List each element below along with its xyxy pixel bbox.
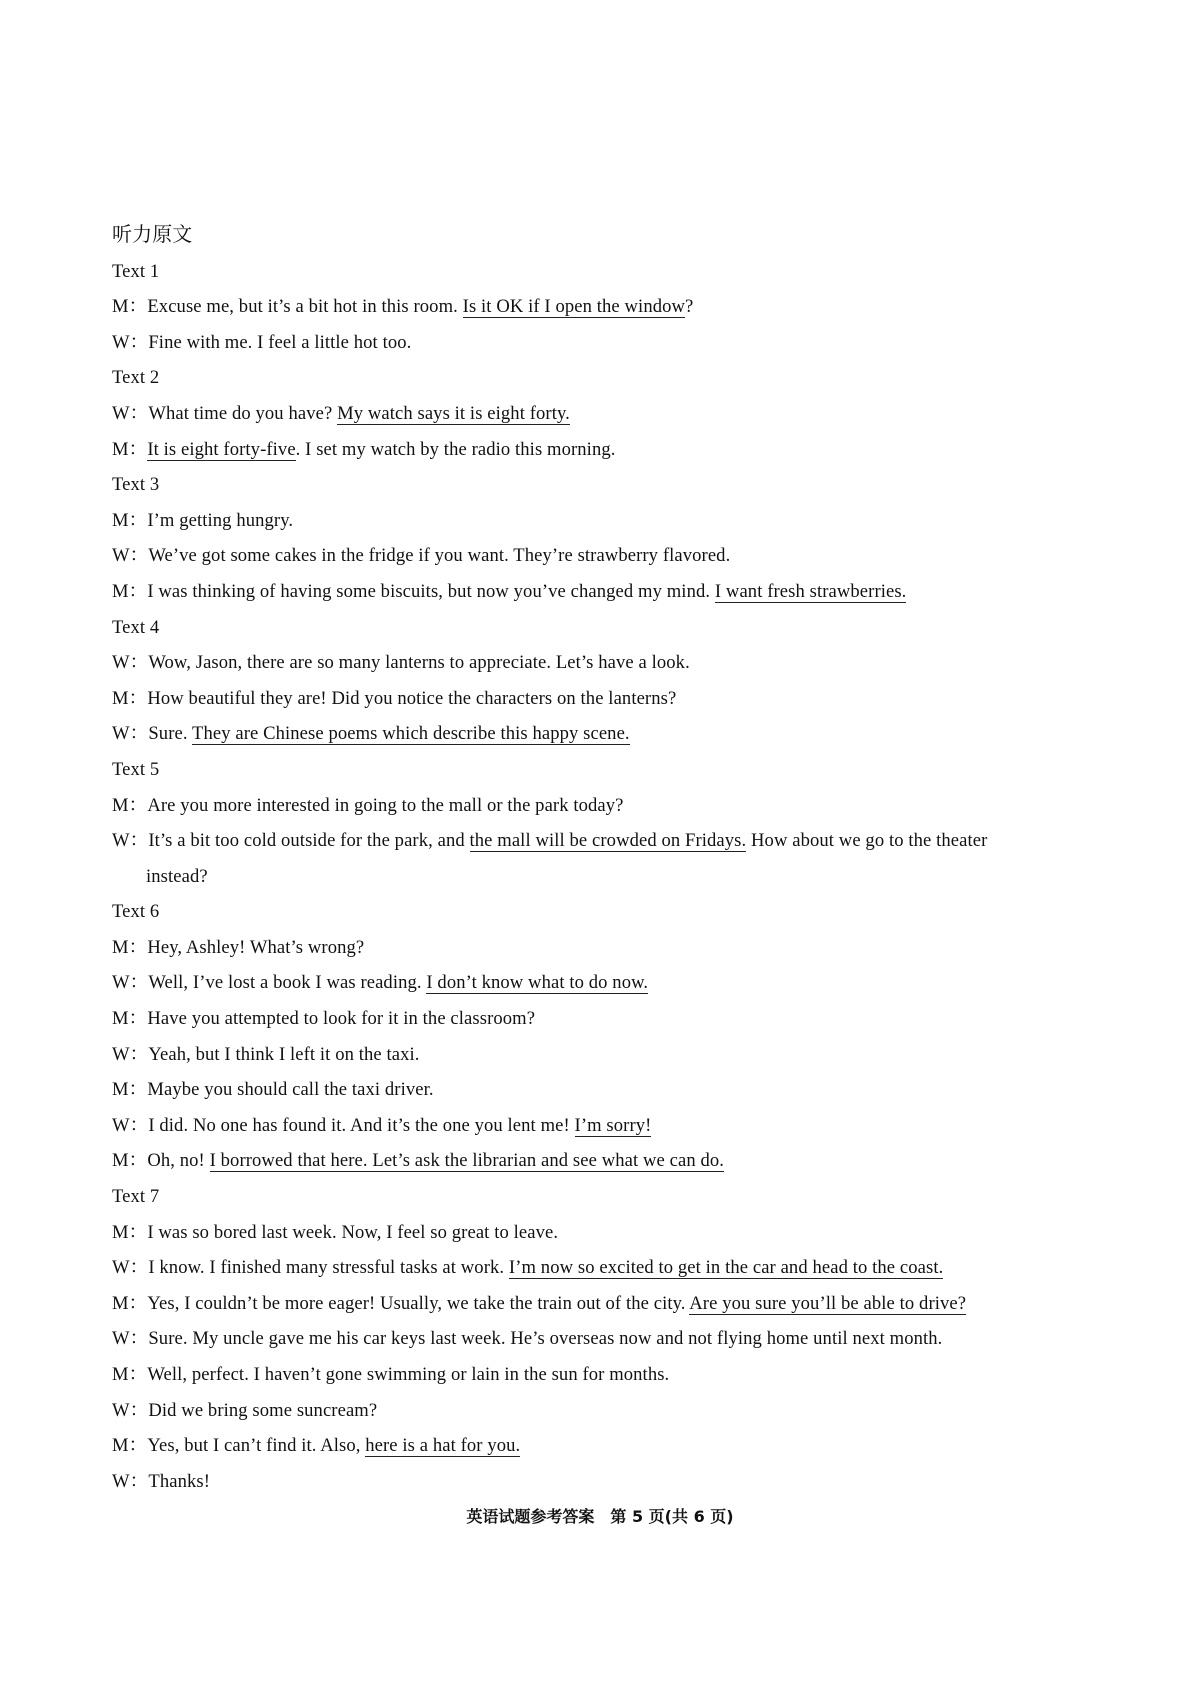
dialogue-line	[112, 1037, 1112, 1073]
speaker-label: M	[112, 1292, 129, 1314]
underlined-answer-text: It is eight forty-five	[147, 438, 296, 460]
underlined-answer-text: My watch says it is eight forty.	[337, 402, 570, 424]
dialogue-line	[112, 1143, 1112, 1179]
dialogue-text: Fine with me. I feel a little hot too.	[148, 331, 412, 353]
speaker-colon: ：	[129, 545, 149, 567]
speaker-colon: ：	[129, 331, 149, 353]
text-heading: Text 5	[112, 758, 160, 780]
underlined-answer-text: I’m now so excited to get in the car and head to the coast.	[508, 1257, 944, 1279]
dialogue-line	[112, 930, 1112, 966]
speaker-label: W	[112, 402, 130, 424]
speaker-colon: ：	[129, 1470, 149, 1492]
dialogue-text: I’m getting hungry.	[147, 509, 294, 531]
text-heading: Text 4	[112, 616, 160, 638]
dialogue-text: It’s a bit too cold outside for the park, and	[148, 830, 470, 852]
dialogue-line	[112, 1215, 1112, 1251]
speaker-label: M	[112, 1150, 129, 1172]
speaker-label: W	[112, 1043, 130, 1065]
speaker-label: W	[112, 972, 130, 994]
dialogue-line	[112, 1108, 1112, 1144]
speaker-colon: ：	[128, 794, 148, 816]
dialogue-text: Have you attempted to look for it in the classroom?	[147, 1008, 536, 1030]
speaker-colon: ：	[128, 687, 148, 709]
dialogue-text: Sure.	[148, 723, 193, 745]
speaker-colon: ：	[128, 1292, 148, 1314]
speaker-label: M	[112, 438, 129, 460]
speaker-colon: ：	[129, 652, 149, 674]
speaker-colon: ：	[129, 402, 149, 424]
speaker-colon: ：	[129, 723, 149, 745]
dialogue-text: We’ve got some cakes in the fridge if you want. They’re strawberry flavored.	[148, 545, 731, 567]
dialogue-line	[112, 503, 1112, 539]
speaker-label: M	[112, 1221, 129, 1243]
dialogue-line	[112, 1428, 1112, 1464]
underlined-answer-text: I’m sorry!	[574, 1114, 652, 1136]
speaker-colon: ：	[129, 1043, 149, 1065]
dialogue-line	[112, 645, 1112, 681]
speaker-colon: ：	[129, 1114, 149, 1136]
dialogue-line	[112, 538, 1112, 574]
text-heading: Text 6	[112, 901, 160, 923]
speaker-label: W	[112, 1114, 130, 1136]
speaker-colon: ：	[128, 1150, 148, 1172]
speaker-label: W	[112, 1399, 130, 1421]
dialogue-line	[112, 396, 1112, 432]
underlined-answer-text: here is a hat for you.	[365, 1435, 521, 1457]
speaker-label: W	[112, 723, 130, 745]
dialogue-text: Thanks!	[148, 1470, 210, 1492]
speaker-label: W	[112, 331, 130, 353]
dialogue-text: Wow, Jason, there are so many lanterns to appreciate. Let’s have a look.	[148, 652, 690, 674]
speaker-label: W	[112, 1328, 130, 1350]
speaker-colon: ：	[129, 1257, 149, 1279]
dialogue-line	[112, 432, 1112, 468]
text-heading: Text 1	[112, 260, 160, 282]
speaker-colon: ：	[128, 580, 148, 602]
speaker-colon: ：	[129, 1328, 149, 1350]
speaker-label: M	[112, 1435, 129, 1457]
dialogue-line	[112, 716, 1112, 752]
dialogue-line	[112, 1321, 1112, 1357]
dialogue-line	[112, 1001, 1112, 1037]
text-heading: Text 2	[112, 367, 160, 389]
speaker-colon: ：	[128, 1435, 148, 1457]
dialogue-text: Maybe you should call the taxi driver.	[147, 1079, 434, 1101]
dialogue-line	[112, 1464, 1112, 1500]
dialogue-line	[112, 574, 1112, 610]
dialogue-text: Did we bring some suncream?	[148, 1399, 378, 1421]
dialogue-text-after: ?	[685, 296, 694, 318]
underlined-answer-text: They are Chinese poems which describe this happy scene.	[192, 723, 630, 745]
speaker-colon: ：	[128, 296, 148, 318]
speaker-colon: ：	[128, 438, 148, 460]
speaker-colon: ：	[128, 1221, 148, 1243]
speaker-label: M	[112, 1364, 129, 1385]
speaker-colon: ：	[128, 509, 148, 531]
speaker-label: M	[112, 580, 129, 602]
dialogue-line	[112, 1286, 1112, 1322]
dialogue-text: Oh, no!	[147, 1150, 210, 1172]
underlined-answer-text: the mall will be crowded on Fridays.	[469, 830, 747, 852]
speaker-colon: ：	[128, 1364, 148, 1385]
underlined-answer-text: Is it OK if I open the window	[462, 296, 686, 318]
text-heading: Text 3	[112, 474, 160, 496]
speaker-label: M	[112, 1079, 129, 1101]
speaker-label: W	[112, 830, 130, 852]
dialogue-text: I was thinking of having some biscuits, but now you’ve changed my mind.	[147, 580, 715, 602]
dialogue-line	[112, 1357, 1112, 1393]
dialogue-continuation: instead?	[146, 865, 208, 887]
speaker-label: M	[112, 794, 129, 816]
dialogue-text: Yes, but I can’t find it. Also,	[147, 1435, 366, 1457]
speaker-colon: ：	[128, 1008, 148, 1030]
dialogue-line	[112, 788, 1112, 824]
transcript-body	[112, 218, 1112, 1499]
underlined-answer-text: Are you sure you’ll be able to drive?	[689, 1292, 967, 1314]
dialogue-line	[112, 681, 1112, 717]
dialogue-text-after: . I set my watch by the radio this morning.	[295, 438, 616, 460]
dialogue-text: Well, I’ve lost a book I was reading.	[148, 972, 427, 994]
speaker-label: M	[112, 509, 129, 531]
speaker-label: W	[112, 1257, 130, 1279]
dialogue-line	[112, 325, 1112, 361]
speaker-label: W	[112, 545, 130, 567]
speaker-colon: ：	[128, 1079, 148, 1101]
speaker-label: M	[112, 296, 129, 318]
speaker-label: M	[112, 936, 129, 958]
dialogue-text: Are you more interested in going to the mall or the park today?	[147, 794, 624, 816]
dialogue-text: How beautiful they are! Did you notice the characters on the lanterns?	[147, 687, 677, 709]
dialogue-text: I know. I finished many stressful tasks at work.	[148, 1257, 509, 1279]
speaker-colon: ：	[129, 1399, 149, 1421]
underlined-answer-text: I want fresh strawberries.	[714, 580, 907, 602]
page-footer: 英语试题参考答案 第 5 页(共 6 页)	[466, 1507, 734, 1526]
speaker-label: W	[112, 1470, 130, 1492]
underlined-answer-text: I borrowed that here. Let’s ask the librarian and see what we can do.	[209, 1150, 725, 1172]
speaker-colon: ：	[129, 830, 149, 852]
dialogue-text: Yes, I couldn’t be more eager! Usually, we take the train out of the city.	[147, 1292, 690, 1314]
dialogue-text-after: How about we go to the theater	[746, 830, 988, 852]
speaker-label: M	[112, 1008, 129, 1030]
dialogue-text: Hey, Ashley! What’s wrong?	[147, 936, 365, 958]
transcript-lines	[112, 254, 1112, 1500]
dialogue-line	[112, 1072, 1112, 1108]
dialogue-line	[112, 1250, 1112, 1286]
dialogue-text: Well, perfect. I haven’t gone swimming or lain in the sun for months.	[147, 1364, 670, 1385]
speaker-label: W	[112, 652, 130, 674]
dialogue-text: I did. No one has found it. And it’s the one you lent me!	[148, 1114, 575, 1136]
dialogue-text: I was so bored last week. Now, I feel so great to leave.	[147, 1221, 559, 1243]
dialogue-text: Yeah, but I think I left it on the taxi.	[148, 1043, 420, 1065]
dialogue-text: What time do you have?	[148, 402, 338, 424]
text-heading: Text 7	[112, 1186, 160, 1208]
speaker-label: M	[112, 687, 129, 709]
speaker-colon: ：	[129, 972, 149, 994]
dialogue-text: Excuse me, but it’s a bit hot in this room.	[147, 296, 463, 318]
section-title: 听力原文	[112, 224, 193, 246]
speaker-colon: ：	[128, 936, 148, 958]
dialogue-text: Sure. My uncle gave me his car keys last week. He’s overseas now and not flying home until next month.	[148, 1328, 943, 1350]
underlined-answer-text: I don’t know what to do now.	[426, 972, 649, 994]
dialogue-line	[112, 289, 1112, 325]
dialogue-line	[112, 965, 1112, 1001]
dialogue-line	[112, 823, 1112, 859]
dialogue-line	[112, 1393, 1112, 1429]
